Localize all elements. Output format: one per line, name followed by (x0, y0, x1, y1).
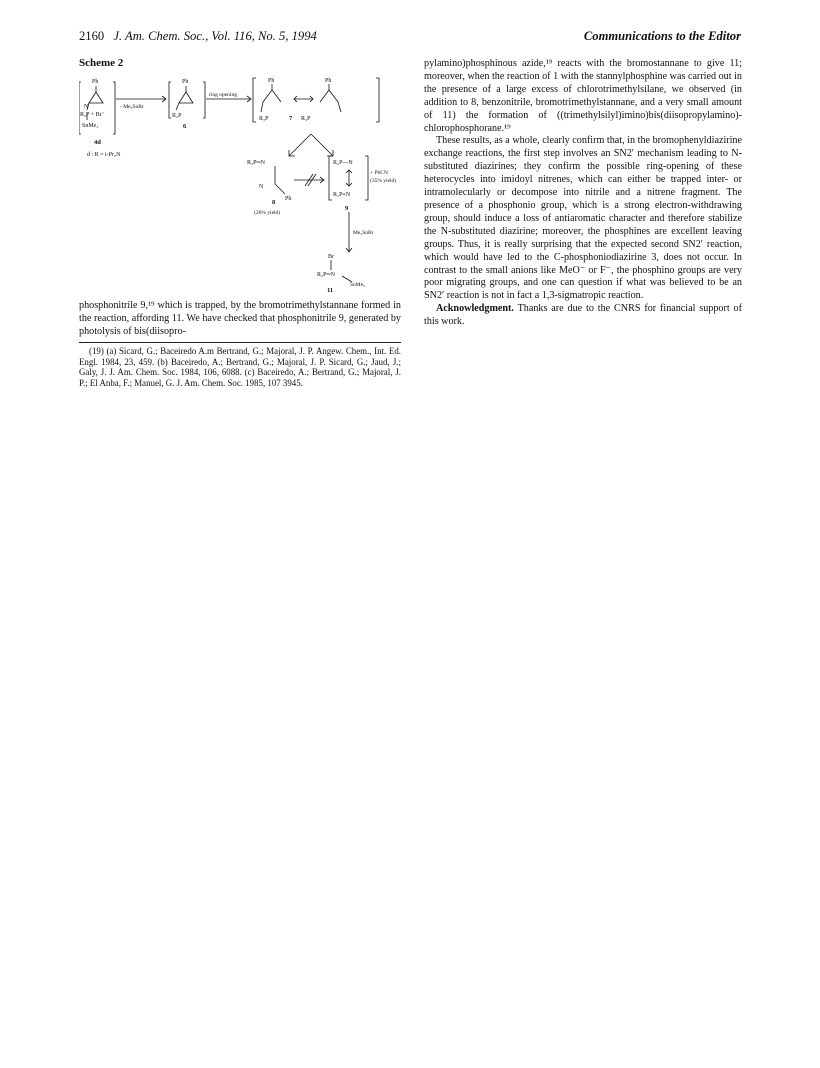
r3p-label-7b: R₃P (301, 116, 311, 122)
ph-label-7b: Ph (325, 78, 332, 84)
r3p-label-7a: R₃P (259, 116, 269, 122)
yield-35-label: (35% yield) (370, 178, 397, 184)
right-column-text (424, 58, 742, 329)
r-definition: d : R = i-Pr₂N (87, 152, 121, 158)
right-paragraph-2: These results, as a whole, clearly confirm that, in the bromophenyldiazirine exchange reactions, the first step involves an SN2′ mechanism leading to N-substituted diazirines; they confirm the possible ring-opening of these heterocycles into imidoyl nitrenes, which can either be trapped inter- or intramolecularly or decompose into nitrile and a nitrene fragment. The presence of a phosphonio group, which is a strong electron-withdrawing group, should induce a loss of antiaromatic character and therefore stabilize the N-substituted diazirine; moreover, the phosphines are excellent leaving groups. Thus, it is really surprising that the expected second SN2′ reaction, which would have led to the C-phosphoniodiazirine 3, does not occur. In contrast to the small anions like MeO⁻ or F⁻, the phosphino groups are very poor migrating groups, and one can question if what was believed to be an SN2′ reaction is not in fact a 1,3-sigmatropic reaction. (424, 135, 742, 302)
yield-26-label: (26% yield) (254, 210, 281, 216)
snme3-label-11: SnMe₃ (350, 282, 366, 288)
me3snbr-loss-label: - Me₃SnBr (120, 104, 144, 110)
compound-6-label: 6 (183, 123, 187, 130)
r2p-eq-n-label-11: R₂P═N (317, 272, 336, 278)
reaction-scheme (79, 72, 401, 292)
section-title: Communications to the Editor (583, 29, 741, 43)
compound-7-label: 7 (289, 115, 293, 122)
n-label-8: N (259, 184, 264, 190)
r2p-triple-n-label: R₂P≡N (333, 192, 351, 198)
br-label-11: Br (328, 254, 334, 260)
acknowledgment (424, 303, 742, 329)
compound-11-label: 11 (327, 287, 334, 292)
compound-4d-label: 4d (94, 139, 101, 146)
r2p-n-top-label: R₂P—N (333, 160, 353, 166)
running-head-left (79, 29, 317, 44)
ph-label-6: Ph (182, 79, 189, 85)
footnote-19: (19) (a) Sicard, G.; Baceiredo A.m Bertrand, G.; Majoral, J. P. Angew. Chem., Int. Ed. Engl. 1984, 23, 459. (b) Baceiredo, A.; Bertrand, G.; Majoral, J. P. Sicard, G.; Jaud, J.; Galy, J. J. Am. Chem. Soc. 1984, 106, 6088. (c) Baceiredo, A.; Bertrand, G.; Majoral, J. P.; El Anba, F.; Manuel, G. J. Am. Chem. Soc. 1985, 107 3945. (79, 346, 401, 388)
snme3-label: SnMe₃ (82, 123, 99, 129)
scheme-drawing (79, 72, 401, 292)
journal-citation: J. Am. Chem. Soc., Vol. 116, No. 5, 1994 (113, 29, 317, 43)
acknowledgment-text: Thanks are due to the CNRS for financial support of this work. (424, 303, 742, 328)
ph-label-8: Ph (285, 196, 292, 202)
page-number: 2160 (79, 29, 105, 43)
footnote-rule (79, 342, 401, 343)
ph-label-4d: Ph (92, 79, 99, 85)
scheme-title: Scheme 2 (79, 57, 124, 69)
r2p-br-label: R₂P + Br⁻ (80, 112, 105, 118)
phcn-label: + PhCN (370, 170, 388, 176)
running-head (79, 29, 741, 47)
compound-8-label: 8 (272, 199, 276, 206)
r2p-label-6: R₂P (172, 113, 182, 119)
right-paragraph-1: pylamino)phosphinous azide,¹⁹ reacts with the bromostannane to give 11; moreover, when the reaction of 1 with the stannylphosphine was carried out in the presence of a large excess of chlorotrimethylsilane, we observed (in addition to 8, benzonitrile, bromotrimethylstannane, and a very small amount of 11) the formation of ((trimethylsilyl)imino)bis(diisopropylamino)-chlorophosphorane.¹⁹ (424, 58, 742, 134)
compound-9-label: 9 (345, 205, 349, 212)
n-label-4d: N (84, 104, 89, 110)
r2p-eq-n-label-8: R₂P═N (247, 160, 266, 166)
acknowledgment-heading: Acknowledgment. (436, 303, 514, 315)
left-column-paragraph: phosphonitrile 9,¹⁹ which is trapped, by the bromotrimethylstannane formed in the reaction, affording 11. We have checked that phosphonitrile 9, generated by photolysis of bis(diisopro- (79, 300, 401, 337)
ph-label-7a: Ph (268, 78, 275, 84)
ring-opening-label: ring opening (209, 92, 237, 98)
left-column-text (79, 300, 401, 339)
me3snbr-reagent-label: Me₃SnBr (353, 230, 374, 236)
